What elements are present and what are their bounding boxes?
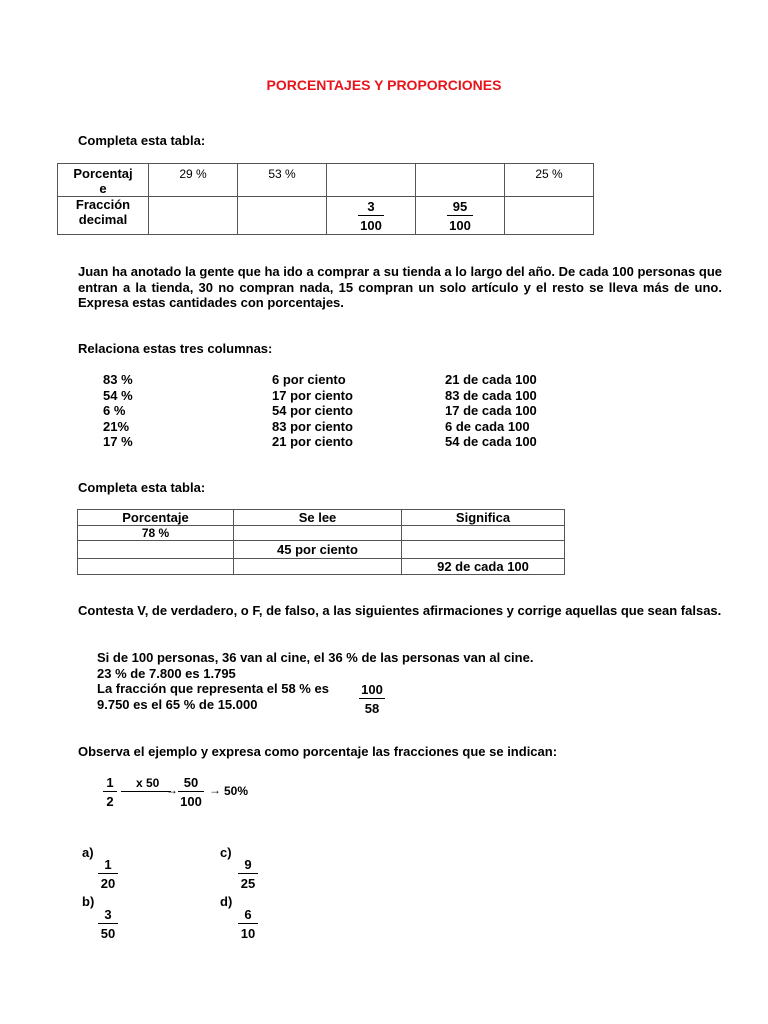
exercise-label: d)	[220, 894, 233, 909]
fraction-cell[interactable]	[505, 197, 594, 235]
percent-cell[interactable]	[327, 164, 416, 197]
exercise-fraction: $\frac{9}{25}$	[238, 857, 258, 893]
exercise-label: b)	[82, 894, 95, 909]
section6-instruction: Observa el ejemplo y expresa como porcentaje las fracciones que se indican:	[78, 744, 558, 759]
arrow-right-icon: →	[166, 783, 178, 797]
section4-instruction: Completa esta tabla:	[78, 480, 206, 495]
statement: La fracción que representa el 58 % es	[97, 681, 329, 696]
row-header-fraction: Fracción decimal	[58, 197, 149, 235]
table-cell[interactable]	[234, 559, 402, 575]
table-header: Porcentaje	[78, 510, 234, 526]
table-cell: 92 de cada 100	[402, 559, 565, 575]
arrow-line	[121, 791, 171, 792]
table-header: Se lee	[234, 510, 402, 526]
example-to-fraction: $\frac{50}{100}$	[178, 775, 204, 811]
fraction-cell	[327, 197, 416, 235]
table-cell[interactable]	[78, 541, 234, 559]
table-row	[78, 559, 565, 575]
match-column-meaning	[445, 372, 537, 450]
percent-cell[interactable]	[416, 164, 505, 197]
list-item: 54 de cada 100	[445, 434, 537, 449]
list-item: 54 %	[103, 387, 133, 403]
read-meaning-table	[77, 509, 565, 575]
example-result: 50%	[224, 784, 249, 798]
fraction-cell[interactable]	[149, 197, 238, 235]
table-cell: 45 por ciento	[234, 541, 402, 559]
match-column-words	[272, 372, 353, 450]
exercise-fraction: $\frac{1}{20}$	[98, 857, 118, 893]
list-item: 83 de cada 100	[445, 387, 537, 403]
list-item: 6 de cada 100	[445, 418, 530, 434]
exercise-label: a)	[82, 845, 94, 860]
exercise-fraction: $\frac{3}{50}$	[98, 907, 118, 943]
list-item: 83 por ciento	[272, 418, 353, 434]
exercise-label: c)	[220, 845, 232, 860]
section5-instruction: Contesta V, de verdadero, o F, de falso, a las siguientes afirmaciones y corrige aquellas que sean falsas.	[78, 603, 722, 618]
list-item: 21 de cada 100	[445, 372, 537, 387]
table-cell[interactable]	[402, 526, 565, 541]
section3-instruction: Relaciona estas tres columnas:	[78, 341, 273, 356]
table-header: Significa	[402, 510, 565, 526]
list-item: 54 por ciento	[272, 403, 353, 418]
statement-list	[97, 650, 533, 712]
table-cell: 78 %	[78, 526, 234, 541]
table-row	[78, 541, 565, 559]
percent-cell: 25 %	[505, 164, 594, 197]
fraction: $\frac{3}{100}$	[358, 199, 384, 233]
list-item: 21%	[103, 418, 130, 434]
list-item: 17 de cada 100	[445, 403, 537, 418]
list-item: 6 %	[103, 403, 126, 418]
list-item: 17 %	[103, 434, 133, 449]
fraction-cell[interactable]	[238, 197, 327, 235]
example-multiplier: x 50	[136, 776, 160, 790]
problem-paragraph: Juan ha anotado la gente que ha ido a comprar a su tienda a lo largo del año. De cada 100 personas que entran a la tienda, 30 no compran nada, 15 compran un solo artículo y el resto se lleva más de uno. Expresa estas cantidades con porcentajes.	[78, 264, 722, 310]
table-cell[interactable]	[402, 541, 565, 559]
arrow-right-icon: →	[209, 783, 221, 797]
example-from-fraction: $\frac{1}{2}$	[103, 775, 117, 811]
page-title: PORCENTAJES Y PROPORCIONES	[266, 77, 502, 93]
statement-fraction: $\frac{100}{58}$	[359, 682, 385, 718]
list-item: 83 %	[103, 372, 133, 387]
exercise-fraction: $\frac{6}{10}$	[238, 907, 258, 943]
table-cell[interactable]	[234, 526, 402, 541]
statement: 9.750 es el 65 % de 15.000	[97, 696, 258, 712]
table-row	[78, 526, 565, 541]
statement: 23 % de 7.800 es 1.795	[97, 665, 236, 681]
percent-fraction-table	[57, 163, 594, 235]
statement: Si de 100 personas, 36 van al cine, el 36 % de las personas van al cine.	[97, 650, 534, 665]
list-item: 6 por ciento	[272, 372, 346, 387]
percent-cell: 29 %	[149, 164, 238, 197]
table-cell[interactable]	[78, 559, 234, 575]
list-item: 21 por ciento	[272, 434, 353, 449]
row-header-percentage: Porcentaje	[58, 164, 149, 197]
match-column-percent	[103, 372, 133, 450]
section1-instruction: Completa esta tabla:	[78, 133, 206, 148]
fraction-cell	[416, 197, 505, 235]
percent-cell: 53 %	[238, 164, 327, 197]
list-item: 17 por ciento	[272, 387, 353, 403]
fraction: $\frac{95}{100}$	[447, 199, 473, 233]
